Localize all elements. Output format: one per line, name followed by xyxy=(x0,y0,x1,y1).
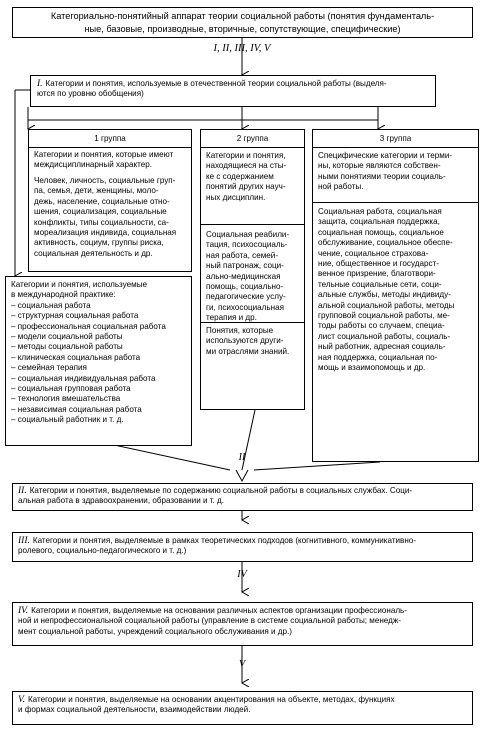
section-5-line-1: Категории и понятия, выделяемые на основании акцентирования на объекте, методах, функциях xyxy=(27,695,395,704)
list-item: – социальная работа xyxy=(11,300,91,310)
group-2-part-a xyxy=(201,147,304,205)
group-3-part-b xyxy=(313,202,478,376)
group-3-part-b-line: ная поддержка, социальная по- xyxy=(318,352,438,362)
group-1-box xyxy=(28,129,192,272)
list-item: – профессиональная социальная работа xyxy=(11,321,166,331)
section-5-numeral: V. xyxy=(18,695,25,705)
diagram-title xyxy=(12,7,473,38)
group-3-part-b-line: лист социальной работы, социаль- xyxy=(318,331,451,341)
group-3-part-b-line: ние, общественное и государст- xyxy=(318,259,439,269)
group-3-box xyxy=(312,129,479,462)
group-2-part-b-line: помощь, социально- xyxy=(206,282,284,292)
group-2-part-b-line: ный патронаж, соци- xyxy=(206,261,284,271)
list-item: – клиническая социальная работа xyxy=(11,352,141,362)
list-item: – методы социальной работы xyxy=(11,342,123,352)
group-2-part-b-line: ги, психосоциальная xyxy=(206,302,284,312)
group-3-part-a-line: ной работы. xyxy=(318,182,364,192)
group-3-part-a xyxy=(313,147,478,195)
group-3-part-b-line: венное призрение, благотвори- xyxy=(318,269,436,279)
group-3-part-b-line: альной социальной работы, методы xyxy=(318,300,455,310)
group-1-part-b-line: дежь, население, социальные отно- xyxy=(34,196,170,206)
intl-items-list xyxy=(11,301,186,426)
group-2-part-a-line: ных дисциплин. xyxy=(206,192,266,202)
group-1-part-a xyxy=(29,147,191,173)
title-line-1: Категориально-понятийный аппарат теории социальной работы (понятия фундаменталь- xyxy=(50,11,435,21)
group-2-part-c-line: Понятия, которые xyxy=(206,326,274,335)
list-item: – технология вмешательства xyxy=(11,394,121,404)
group-2-part-b-line: ная работа, семей- xyxy=(206,250,279,260)
group-2-part-b-line: терапия и др. xyxy=(206,313,257,323)
group-2-part-a-line: Категории и понятия, xyxy=(206,151,286,160)
group-3-part-a-line: ны, которые являются собствен- xyxy=(318,161,441,171)
group-1-part-b-line: социальная деятельность и др. xyxy=(34,248,153,258)
group-3-part-b-line: тоды работы со случаем, специа- xyxy=(318,321,445,331)
section-1-box xyxy=(30,75,436,107)
group-2-part-c xyxy=(201,322,304,359)
group-3-header: 3 группа xyxy=(379,134,412,143)
group-2-part-b-line: тация, психосоциаль- xyxy=(206,240,288,250)
group-1-part-a-line: Категории и понятия, которые имеют xyxy=(34,150,174,159)
group-3-part-a-line: Специфические категории и терми- xyxy=(318,151,453,160)
group-2-part-b-line: Социальная реабили- xyxy=(206,230,290,239)
arrow-label-ii: II xyxy=(238,452,246,463)
group-3-part-b-line: тельные социальные сети, соци- xyxy=(318,279,442,289)
group-2-part-c-line: ми отраслями знаний. xyxy=(206,346,290,356)
group-2-part-b-line: педагогические услу- xyxy=(206,292,286,302)
intl-intro-line: Категории и понятия, используемые xyxy=(11,280,148,289)
section-2-numeral: II. xyxy=(18,486,27,496)
section-5-box xyxy=(12,691,473,725)
group-2-box xyxy=(200,129,305,410)
group-3-part-b-line: обслуживание, социальное обеспе- xyxy=(318,238,453,248)
group-2-header: 2 группа xyxy=(236,134,269,143)
group-2-part-b xyxy=(201,224,304,326)
group-3-part-b-line: чение, социальное страхова- xyxy=(318,248,429,258)
section-4-line-2: ной и непрофессиональной социальной работы (управление в системе социальной работы; менедж- xyxy=(18,616,401,626)
section-3-line-2: ролевого, социально-педагогического и т. д.) xyxy=(18,546,187,556)
group-2-part-c-line: используются други- xyxy=(206,336,284,346)
section-2-box xyxy=(12,483,473,511)
group-3-part-b-line: ный работник, адресная социаль- xyxy=(318,342,446,352)
list-item: – структурная социальная работа xyxy=(11,311,139,321)
list-item: – семейная терапия xyxy=(11,363,87,373)
list-item: – независимая социальная работа xyxy=(11,404,142,414)
group-1-part-a-line: междисциплинарный характер. xyxy=(34,160,152,170)
section-3-box xyxy=(12,532,473,562)
group-1-part-b-line: мореализация индивида, социальная xyxy=(34,228,177,238)
section-4-line-3: мент социальной работы, учреждений социального обслуживания и др.) xyxy=(18,626,292,636)
group-1-part-b-line: Человек, личность, социальные груп- xyxy=(34,176,176,185)
group-3-part-b-line: социальная помощь, социальное xyxy=(318,227,444,237)
section-1-line-1: Категории и понятия, используемые в отечественной теории социальной работы (выделя- xyxy=(45,79,387,88)
section-4-numeral: IV. xyxy=(18,606,29,616)
list-item: – социальный работник и т. д. xyxy=(11,415,124,425)
group-1-part-b-line: конфликты, типы социальности, са- xyxy=(34,217,169,227)
list-item: – социальная групповая работа xyxy=(11,384,131,394)
group-1-part-b-line: активность, социум, группы риска, xyxy=(34,238,164,248)
arrow-label-iv: IV xyxy=(237,569,247,580)
list-item: – социальная индивидуальная работа xyxy=(11,373,156,383)
title-line-2: ные, базовые, производные, вторичные, сопутствующие, специфические) xyxy=(84,23,401,34)
group-2-part-a-line: понятий других науч- xyxy=(206,182,286,192)
group-3-part-b-line: групповой социальной работы, ме- xyxy=(318,311,450,321)
group-3-part-b-line: альные службы, методы индивиду- xyxy=(318,290,451,300)
section-1-numeral: I. xyxy=(37,79,43,89)
group-2-part-a-line: ке с содержанием xyxy=(206,171,274,181)
international-practice-box xyxy=(5,276,192,446)
list-item: – модели социальной работы xyxy=(11,332,123,342)
arrow-label-v: V xyxy=(238,659,246,670)
roman-numerals-top: I, II, III, IV, V xyxy=(213,43,271,54)
group-2-part-b-line: ально-медицинская xyxy=(206,271,281,281)
group-3-part-a-line: ными понятиями теории социаль- xyxy=(318,171,446,181)
group-1-part-b-line: шения, социализация, социальные xyxy=(34,207,167,217)
intl-intro-line: в международной практике: xyxy=(11,290,116,300)
group-1-header: 1 группа xyxy=(94,134,126,143)
group-2-part-a-line: находящиеся на сты- xyxy=(206,161,287,171)
group-1-part-b xyxy=(29,173,191,261)
group-3-part-b-line: Социальная работа, социальная xyxy=(318,207,442,216)
section-4-line-1: Категории и понятия, выделяемые на основании различных аспектов организации профессиональ- xyxy=(31,606,407,615)
section-3-line-1: Категории и понятия, выделяемые в рамках теоретических подходов (когнитивного, коммуникативно- xyxy=(32,536,417,545)
section-5-line-2: и формах социальной деятельности, взаимодействии людей. xyxy=(18,705,251,715)
group-3-part-b-line: мощь и взаимопомощь и др. xyxy=(318,363,426,373)
section-4-box xyxy=(12,602,473,646)
section-2-line-1: Категории и понятия, выделяемые по содержанию социальной работы в социальных службах. Соци- xyxy=(29,486,413,495)
group-3-part-b-line: защита, социальная поддержка, xyxy=(318,217,440,227)
group-1-part-b-line: па, семья, дети, женщины, моло- xyxy=(34,186,159,196)
section-2-line-2: альная работа в здравоохранении, образовании и т. д. xyxy=(18,496,225,506)
section-3-numeral: III. xyxy=(18,536,30,546)
section-1-line-2: ются по уровню обобщения) xyxy=(37,89,144,99)
